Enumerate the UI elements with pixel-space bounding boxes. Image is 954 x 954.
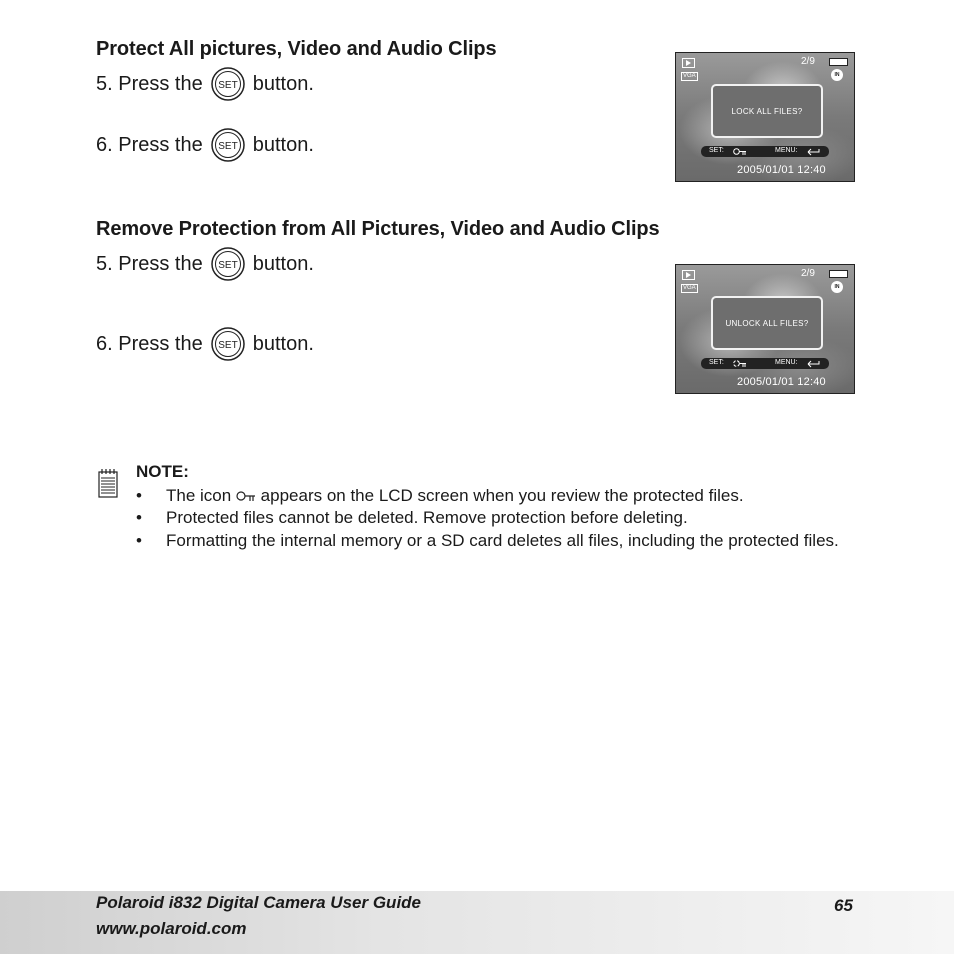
set-button-label: SET — [217, 141, 238, 152]
section-heading-protect: Protect All pictures, Video and Audio Clips — [96, 38, 497, 60]
note-title: NOTE: — [136, 462, 189, 481]
step-5-unprotect — [96, 247, 314, 281]
lcd-date: 2005/01/01 12:40 — [737, 376, 826, 388]
bullet-text: Formatting the internal memory or a SD card deletes all files, including the protected files. — [166, 531, 839, 550]
lcd-control-bar — [701, 146, 829, 157]
bullet-mark: • — [136, 508, 142, 527]
step-suffix: button. — [252, 252, 314, 275]
menu-label: MENU: — [775, 147, 798, 154]
bullet-mark: • — [136, 531, 142, 550]
set-button-icon — [211, 128, 245, 162]
lcd-date: 2005/01/01 12:40 — [737, 164, 826, 176]
battery-icon — [829, 270, 848, 278]
unlock-dialog: UNLOCK ALL FILES? — [711, 296, 823, 350]
resolution-icon: VGA — [683, 73, 696, 79]
image-counter: 2/9 — [801, 268, 815, 279]
step-6-unprotect — [96, 327, 314, 361]
set-button-label: SET — [217, 260, 238, 271]
set-button-label: SET — [217, 340, 238, 351]
step-6-protect — [96, 128, 314, 162]
resolution-icon: VGA — [683, 285, 696, 291]
bullet-text-after-icon: appears on the LCD screen when you review the protected files. — [260, 486, 744, 505]
lcd-control-bar — [701, 358, 829, 369]
notepad-icon — [98, 468, 118, 498]
step-suffix: button. — [252, 72, 314, 95]
note-bullet-3 — [136, 530, 859, 574]
footer-title: Polaroid i832 Digital Camera User Guide — [96, 893, 422, 912]
return-icon — [807, 360, 823, 368]
lcd-screenshot-lock — [675, 52, 855, 182]
image-counter: 2/9 — [801, 56, 815, 67]
bullet-mark: • — [136, 486, 142, 505]
playback-icon — [682, 58, 695, 68]
section-heading-unprotect: Remove Protection from All Pictures, Video and Audio Clips — [96, 218, 660, 240]
step-prefix: 6. Press the — [96, 332, 203, 355]
footer-url[interactable]: www.polaroid.com — [96, 919, 247, 938]
protect-key-icon — [236, 491, 256, 502]
unlock-key-icon — [733, 360, 747, 368]
step-suffix: button. — [252, 332, 314, 355]
set-button-icon — [211, 247, 245, 281]
menu-label: MENU: — [775, 359, 798, 366]
playback-icon — [682, 270, 695, 280]
internal-memory-icon: IN — [831, 281, 843, 293]
note-bullet-1 — [136, 485, 859, 507]
bullet-text-before-icon: The icon — [166, 486, 232, 505]
step-prefix: 6. Press the — [96, 133, 203, 156]
set-button-label: SET — [217, 80, 238, 91]
set-button-icon — [211, 327, 245, 361]
bullet-text: Protected files cannot be deleted. Remove protection before deleting. — [166, 508, 688, 527]
step-5-protect — [96, 67, 314, 101]
step-prefix: 5. Press the — [96, 72, 203, 95]
step-prefix: 5. Press the — [96, 252, 203, 275]
page-number: 65 — [834, 896, 853, 915]
set-label: SET: — [709, 147, 724, 154]
lock-key-icon — [733, 148, 747, 156]
note-bullet-2 — [136, 507, 859, 529]
step-suffix: button. — [252, 133, 314, 156]
internal-memory-icon: IN — [831, 69, 843, 81]
return-icon — [807, 148, 823, 156]
lcd-screenshot-unlock — [675, 264, 855, 394]
set-label: SET: — [709, 359, 724, 366]
lock-dialog: LOCK ALL FILES? — [711, 84, 823, 138]
set-button-icon — [211, 67, 245, 101]
battery-icon — [829, 58, 848, 66]
